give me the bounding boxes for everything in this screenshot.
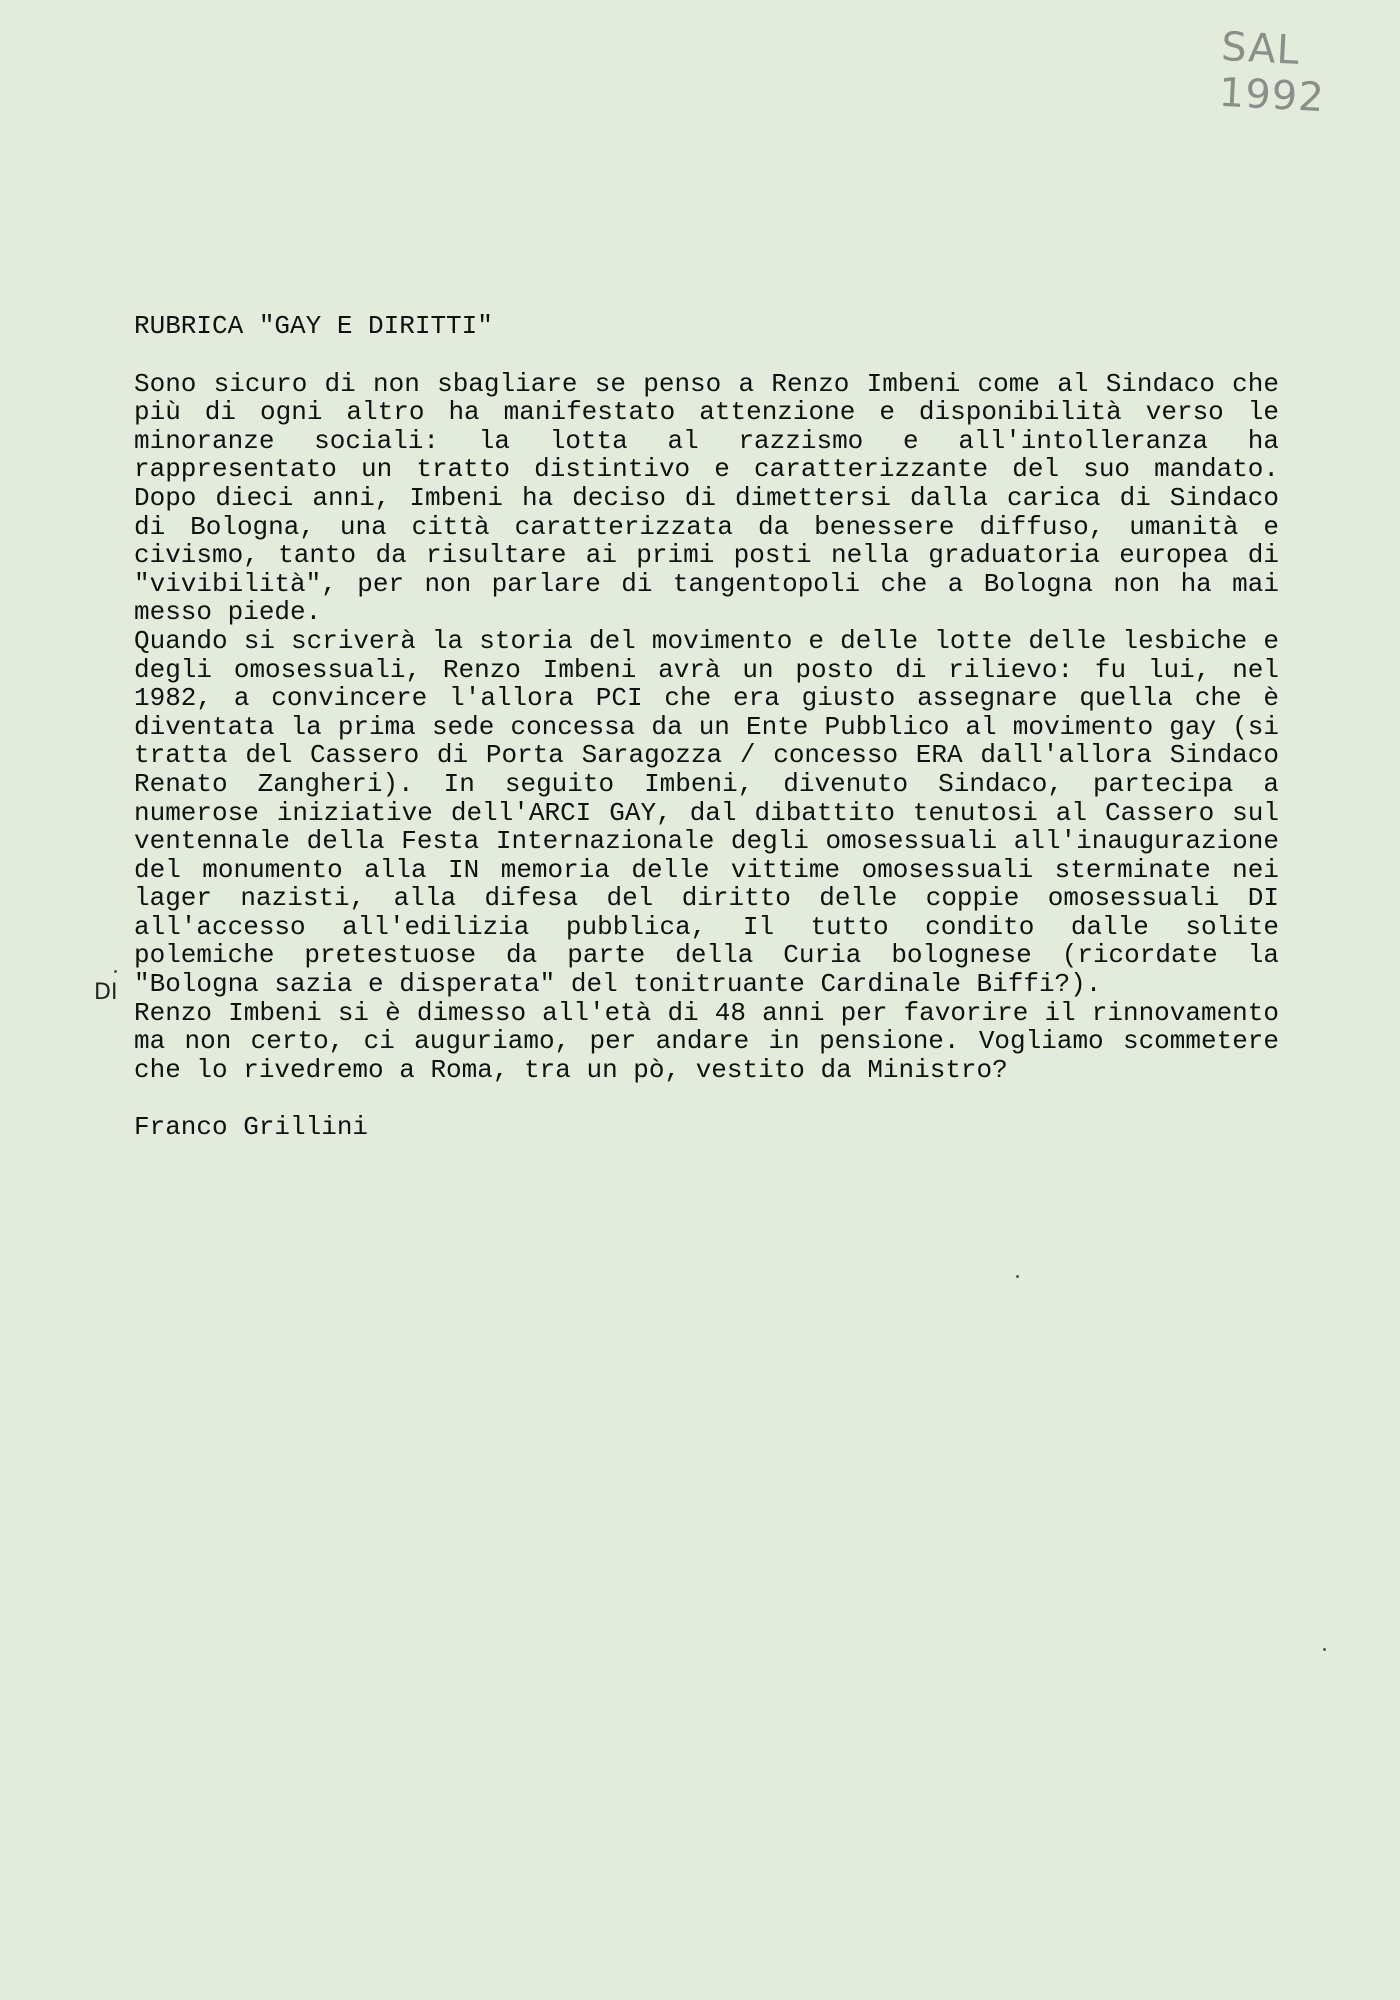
document-title: RUBRICA "GAY E DIRITTI" — [134, 311, 493, 341]
paper-speck — [1323, 1648, 1326, 1651]
document-body — [134, 312, 1279, 1142]
paragraph-2: Quando si scriverà la storia del movimento e delle lotte delle lesbiche e degli omosessuali, Renzo Imbeni avrà un posto di rilievo: fu lui, nel 1982, a convincere l'allora PCI che era giusto assegnare quella che è diventata la prima sede concessa da un Ente Pubblico al movimento gay (si tratta del Cassero di Porta Saragozza / concesso ERA dall'allora Sindaco Renato Zangheri). In seguito Imbeni, divenuto Sindaco, partecipa a numerose iniziative dell'ARCI GAY, dal dibattito tenutosi al Cassero sul ventennale della Festa Internazionale degli omosessuali all'inaugurazione del monumento alla IN memoria delle vittime omosessuali sterminate nei lager nazisti, alla difesa del diritto delle coppie omosessuali DI all'accesso all'edilizia pubblica, Il tutto condito dalle solite polemiche pretestuose da parte della Curia bolognese (ricordate la "Bologna sazia e disperata" del tonitruante Cardinale Biffi?). — [134, 625, 1279, 1000]
margin-annotation: DI — [94, 980, 118, 1005]
paragraph-1: Sono sicuro di non sbagliare se penso a Renzo Imbeni come al Sindaco che più di ogni altro ha manifestato attenzione e disponibilità verso le minoranze sociali: la lotta al razzismo e all'intolleranza ha rappresentato un tratto distintivo e caratterizzante del suo mandato. Dopo dieci anni, Imbeni ha deciso di dimettersi dalla carica di Sindaco di Bologna, una città caratterizzata da benessere diffuso, umanità e civismo, tanto da risultare ai primi posti nella graduatoria europea di "vivibilità", per non parlare di tangentopoli che a Bologna non ha mai messo piede. — [134, 368, 1279, 628]
paper-speck — [114, 970, 117, 973]
paper-speck — [1016, 1275, 1019, 1278]
paragraph-3: Renzo Imbeni si è dimesso all'età di 48 anni per favorire il rinnovamento ma non certo, ci auguriamo, per andare in pensione. Vogliamo scommetere che lo rivedremo a Roma, tra un pò, vestito da Ministro? — [134, 997, 1279, 1085]
handwritten-annotation: SAL 1992 — [1217, 23, 1326, 122]
author-signature: Franco Grillini — [134, 1112, 369, 1143]
